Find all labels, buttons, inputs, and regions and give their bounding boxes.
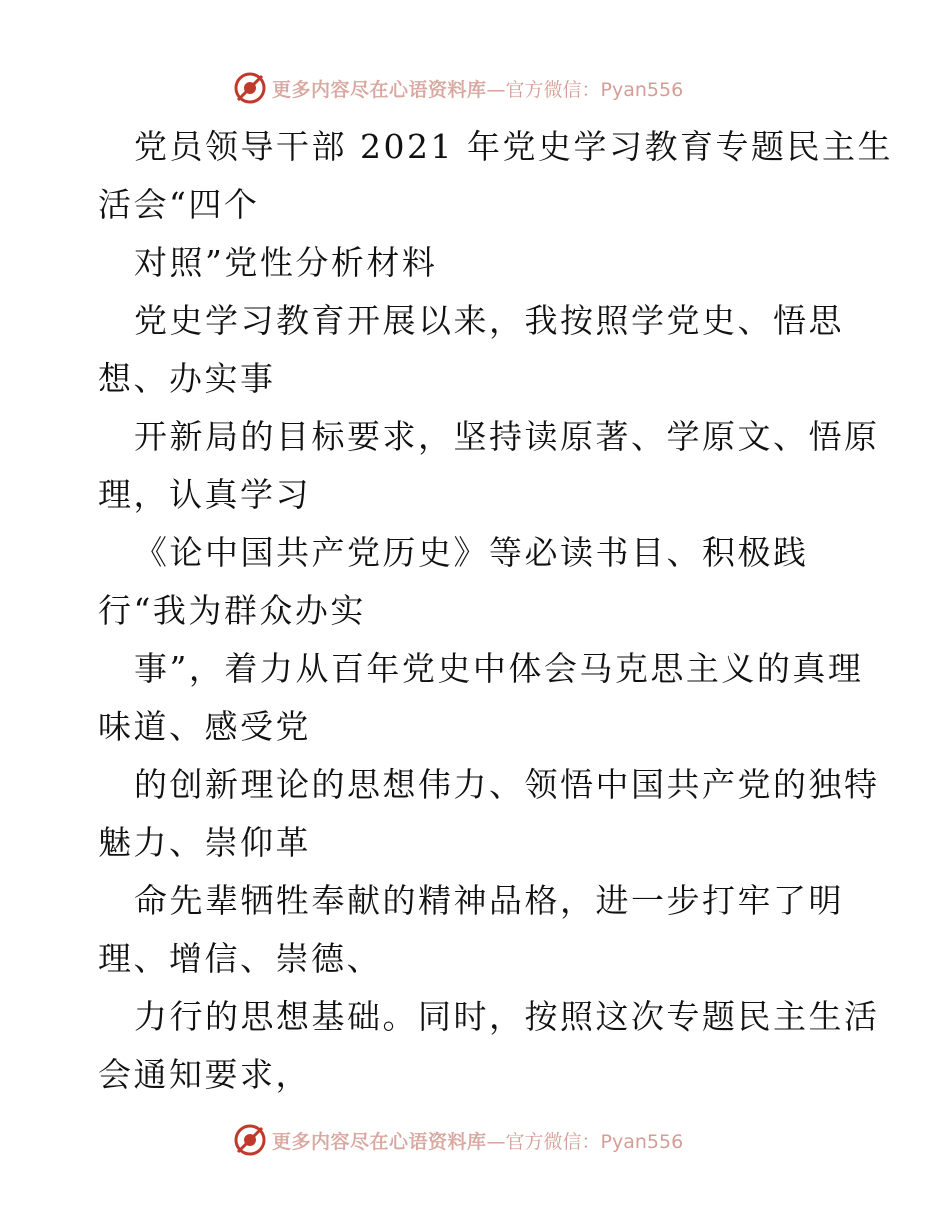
brand-logo-icon — [232, 70, 268, 106]
footer-watermark — [232, 1120, 752, 1160]
banner-contact: —官方微信：Pyan556 — [486, 1130, 684, 1153]
text-line: 会通知要求， — [98, 1055, 311, 1094]
text-line: 味道、感受党 — [98, 707, 311, 746]
brand-logo-icon — [232, 1122, 268, 1158]
banner-title: 更多内容尽在心语资料库 — [272, 1130, 487, 1153]
text-line: 党员领导干部 2021 年党史学习教育专题民主生 — [134, 127, 893, 166]
text-line: 党史学习教育开展以来，我按照学党史、悟思 — [134, 301, 844, 340]
text-line: 理，认真学习 — [98, 475, 311, 514]
text-line: 命先辈牺牲奉献的精神品格，进一步打牢了明 — [134, 881, 844, 920]
text-line: 事”，着力从百年党史中体会马克思主义的真理 — [134, 649, 864, 688]
text-line: 行“我为群众办实 — [98, 591, 366, 630]
header-watermark — [232, 68, 752, 108]
text-line: 的创新理论的思想伟力、领悟中国共产党的独特 — [134, 765, 880, 804]
text-line: 《论中国共产党历史》等必读书目、积极践 — [134, 533, 809, 572]
document-body — [98, 118, 893, 1104]
banner-contact: —官方微信：Pyan556 — [486, 78, 684, 101]
text-line: 活会“四个 — [98, 185, 260, 224]
text-line: 开新局的目标要求，坚持读原著、学原文、悟原 — [134, 417, 880, 456]
text-line: 理、增信、崇德、 — [98, 939, 382, 978]
text-line: 对照”党性分析材料 — [134, 243, 438, 282]
text-line: 力行的思想基础。同时，按照这次专题民主生活 — [134, 997, 880, 1036]
text-line: 想、办实事 — [98, 359, 276, 398]
banner-title: 更多内容尽在心语资料库 — [272, 78, 487, 101]
text-line: 魅力、崇仰革 — [98, 823, 311, 862]
